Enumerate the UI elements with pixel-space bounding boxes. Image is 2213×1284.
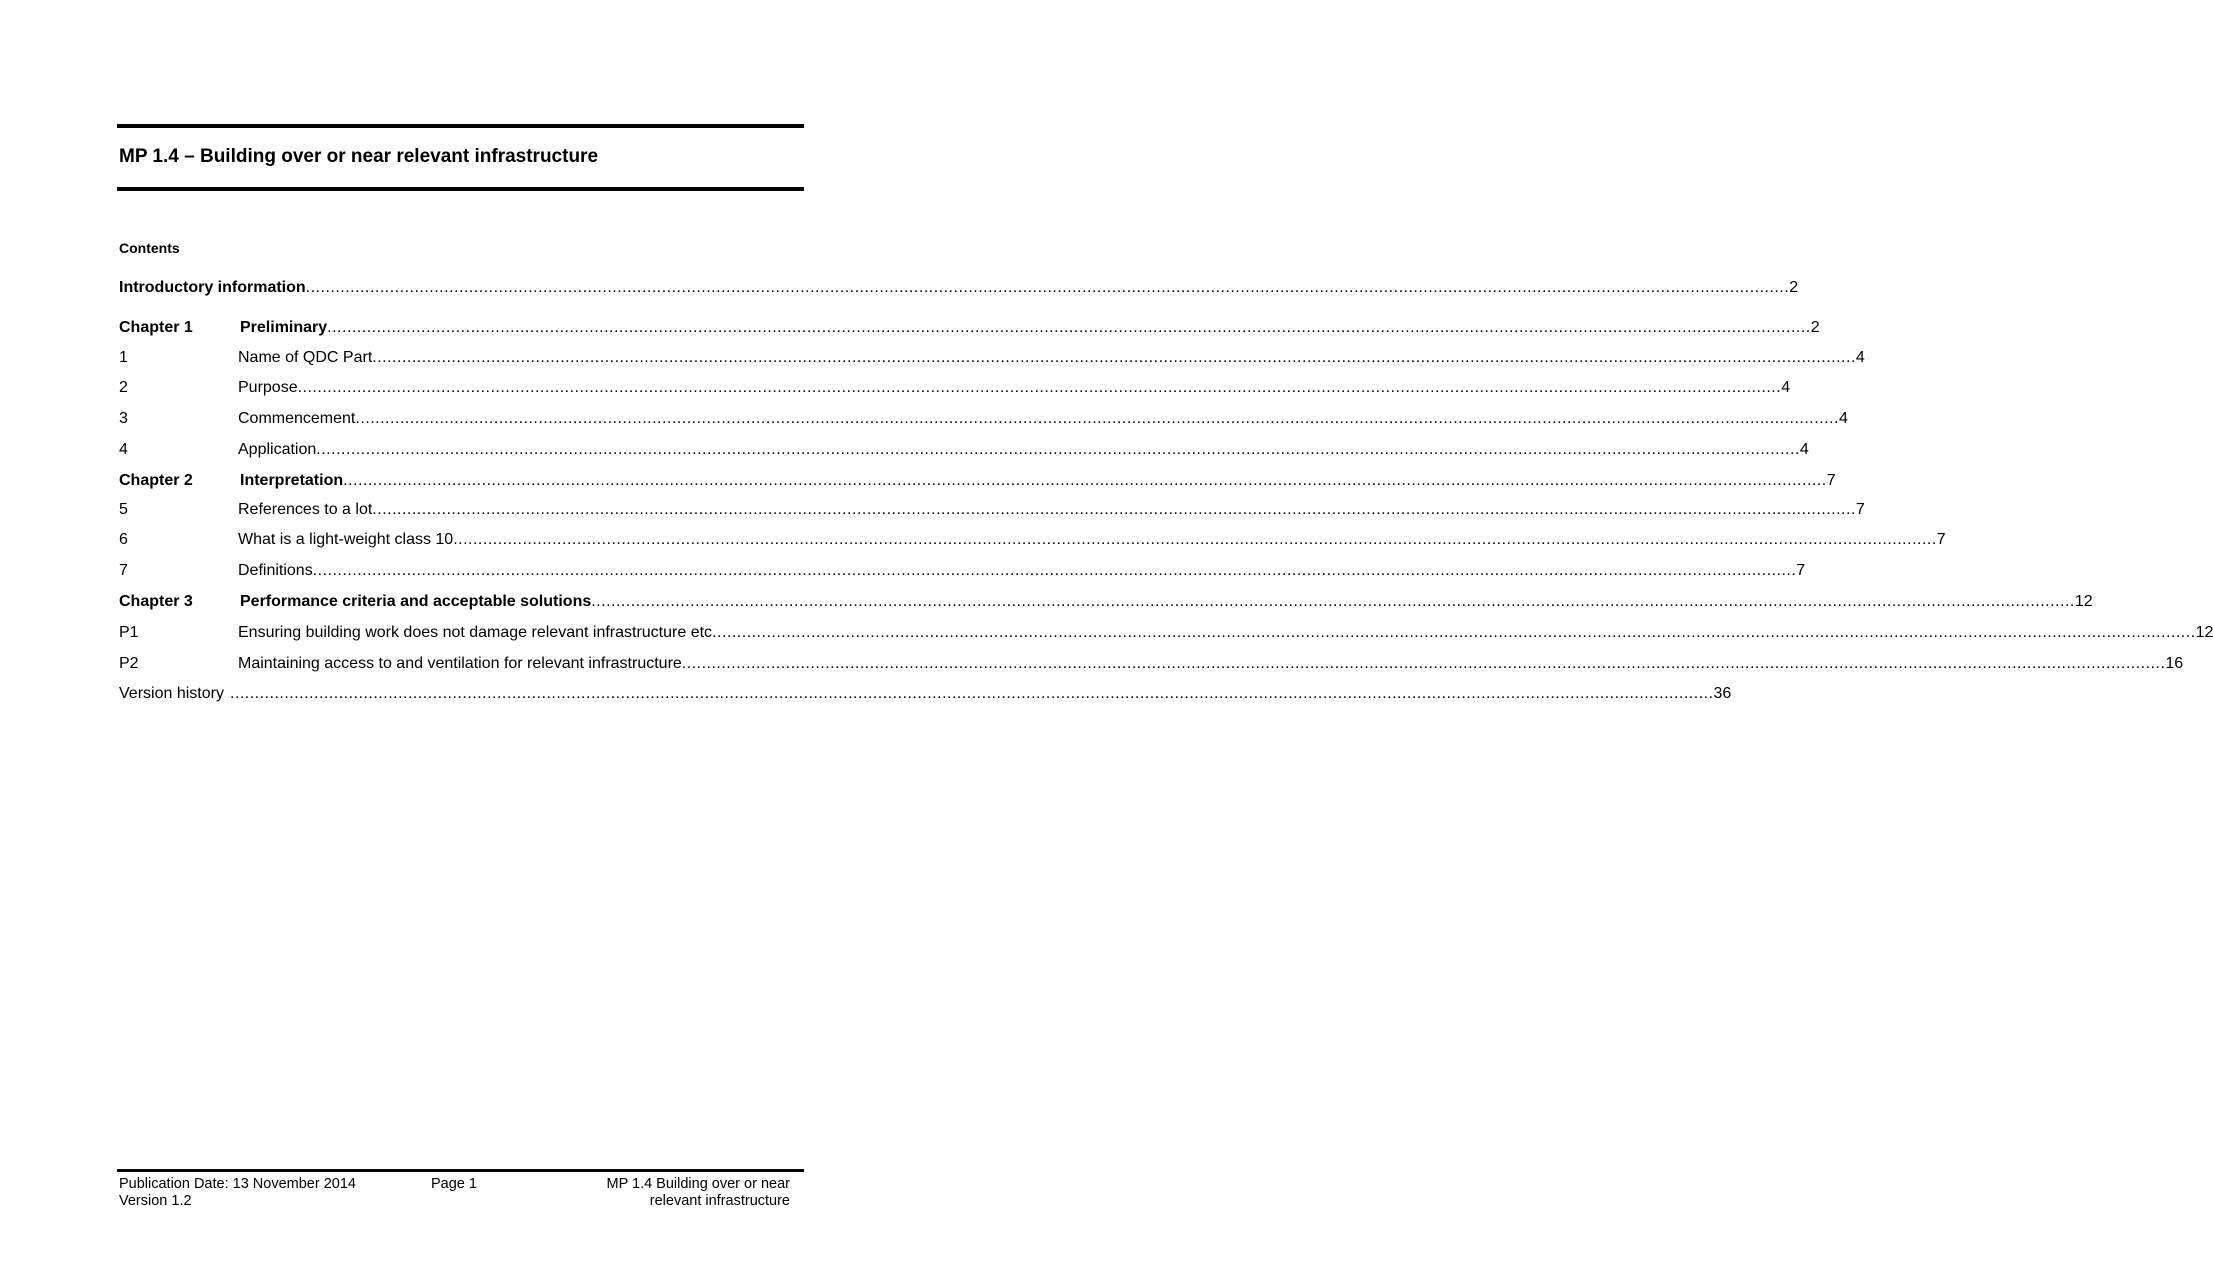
- toc-page-number: 7: [1855, 501, 1865, 518]
- toc-leader: ............................................................................................................................................................................................................................................................................................................: [681, 655, 2166, 672]
- toc-entry-3[interactable]: [119, 410, 1848, 432]
- contents-heading: Contents: [119, 240, 180, 256]
- toc-page-number: 2: [1789, 279, 1799, 296]
- toc-leader: ............................................................................................................................................................................................................................................................................................................: [312, 562, 1797, 579]
- toc-page-number: 4: [1799, 441, 1809, 458]
- toc-entry-label: Definitions: [238, 562, 313, 579]
- page-title: MP 1.4 – Building over or near relevant infrastructure: [119, 146, 599, 167]
- toc-page-number: 4: [1781, 379, 1791, 396]
- toc-page-number: 4: [1855, 349, 1865, 366]
- footer-version: Version 1.2: [119, 1193, 192, 1209]
- toc-entry-label: Purpose: [238, 379, 298, 396]
- toc-entry-chapter-3[interactable]: [119, 593, 2093, 615]
- footer-page-number: Page 1: [431, 1176, 477, 1192]
- toc-section-number: 3: [119, 410, 128, 427]
- toc-section-number: 7: [119, 562, 128, 579]
- toc-page-number: 36: [1713, 685, 1732, 702]
- toc-entry-label: Preliminary: [240, 319, 328, 336]
- toc-page-number: 4: [1838, 410, 1848, 427]
- toc-page-number: 7: [1796, 562, 1806, 579]
- toc-entry-chapter-2[interactable]: [119, 472, 1836, 494]
- toc-entry-label: Application: [238, 441, 317, 458]
- toc-section-number: 1: [119, 349, 128, 366]
- toc-section-number: P1: [119, 624, 139, 641]
- toc-section-number: 6: [119, 531, 128, 548]
- footer-rule: [117, 1169, 804, 1172]
- toc-leader: ............................................................................................................................................................................................................................................................................................................: [453, 531, 1937, 548]
- header-top-rule: [117, 124, 804, 128]
- toc-leader: ............................................................................................................................................................................................................................................................................................................: [305, 279, 1790, 296]
- toc-section-number: 2: [119, 379, 128, 396]
- toc-leader: ............................................................................................................................................................................................................................................................................................................: [229, 685, 1714, 702]
- toc-entry-version-history[interactable]: [119, 685, 1732, 707]
- footer-publication-date: Publication Date: 13 November 2014: [119, 1176, 356, 1192]
- toc-leader: ............................................................................................................................................................................................................................................................................................................: [297, 379, 1782, 396]
- toc-entry-4[interactable]: [119, 441, 1809, 463]
- toc-page-number: 12: [2195, 624, 2213, 641]
- toc-entry-label: References to a lot: [238, 501, 373, 518]
- toc-leader: ............................................................................................................................................................................................................................................................................................................: [712, 624, 2196, 641]
- toc-chapter-number: Chapter 3: [119, 593, 193, 610]
- toc-entry-label: Introductory information: [119, 279, 306, 296]
- toc-page-number: 7: [1826, 472, 1836, 489]
- toc-leader: ............................................................................................................................................................................................................................................................................................................: [591, 593, 2075, 610]
- toc-chapter-number: Chapter 2: [119, 472, 193, 489]
- footer-doc-title-line-1: MP 1.4 Building over or near: [606, 1176, 790, 1192]
- toc-entry-label: Interpretation: [240, 472, 344, 489]
- toc-leader: ............................................................................................................................................................................................................................................................................................................: [355, 410, 1839, 427]
- toc-entry-label: Performance criteria and acceptable solutions: [240, 593, 592, 610]
- toc-entry-2[interactable]: [119, 379, 1791, 401]
- toc-entry-p2[interactable]: [119, 655, 2184, 677]
- toc-page-number: 16: [2165, 655, 2184, 672]
- toc-entry-label: Version history: [119, 685, 224, 702]
- toc-leader: ............................................................................................................................................................................................................................................................................................................: [316, 441, 1800, 458]
- toc-page-number: 12: [2074, 593, 2093, 610]
- toc-entry-chapter-1[interactable]: [119, 319, 1820, 341]
- toc-section-number: P2: [119, 655, 139, 672]
- toc-page-number: 7: [1936, 531, 1946, 548]
- toc-entry-label: Maintaining access to and ventilation for relevant infrastructure: [238, 655, 682, 672]
- toc-page-number: 2: [1810, 319, 1820, 336]
- toc-entry-introductory-information[interactable]: [119, 279, 1799, 301]
- toc-leader: ............................................................................................................................................................................................................................................................................................................: [372, 349, 1856, 366]
- footer-doc-title-line-2: relevant infrastructure: [649, 1193, 790, 1209]
- toc-section-number: 4: [119, 441, 128, 458]
- toc-entry-5[interactable]: [119, 501, 1865, 523]
- toc-leader: ............................................................................................................................................................................................................................................................................................................: [343, 472, 1827, 489]
- toc-entry-label: Ensuring building work does not damage relevant infrastructure etc: [238, 624, 713, 641]
- toc-entry-1[interactable]: [119, 349, 1865, 371]
- toc-entry-label: What is a light-weight class 10: [238, 531, 454, 548]
- toc-entry-7[interactable]: [119, 562, 1806, 584]
- toc-entry-label: Commencement: [238, 410, 356, 427]
- toc-section-number: 5: [119, 501, 128, 518]
- toc-entry-6[interactable]: [119, 531, 1946, 553]
- header-bottom-rule: [117, 187, 804, 191]
- toc-entry-p1[interactable]: [119, 624, 2213, 646]
- toc-leader: ............................................................................................................................................................................................................................................................................................................: [372, 501, 1856, 518]
- toc-entry-label: Name of QDC Part: [238, 349, 373, 366]
- toc-leader: ............................................................................................................................................................................................................................................................................................................: [327, 319, 1811, 336]
- toc-chapter-number: Chapter 1: [119, 319, 193, 336]
